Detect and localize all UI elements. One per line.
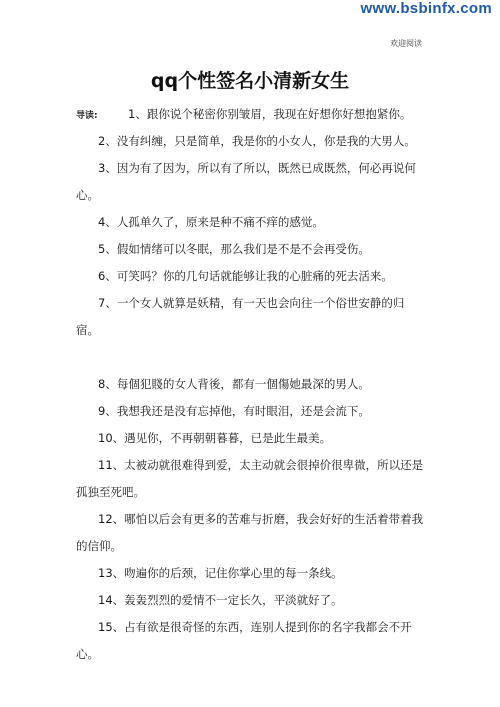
list-item: 3、因为有了因为，所以有了所以，既然已成既然，何必再说何心。 — [76, 161, 416, 202]
list-item: 13、吻遍你的后颈，记住你掌心里的每一条线。 — [98, 566, 343, 580]
list-item: 6、可笑吗？你的几句话就能够让我的心脏痛的死去活来。 — [98, 269, 393, 283]
list-item: 14、轰轰烈烈的爱情不一定长久，平淡就好了。 — [98, 593, 343, 607]
list-item: 7、一个女人就算是妖精，有一天也会向往一个俗世安静的归宿。 — [76, 296, 405, 337]
list-item: 10、遇见你，不再朝朝暮暮，已是此生最美。 — [98, 431, 332, 445]
list-item: 11、太被动就很难得到爱，太主动就会很掉价很卑微，所以还是孤独至死吧。 — [76, 458, 424, 499]
spacer — [76, 344, 426, 371]
list-item: 9、我想我还是没有忘掉他，有时眼泪，还是会流下。 — [98, 404, 370, 418]
list-item: 1、跟你说个秘密你别皱眉，我现在好想你好想抱紧你。 — [128, 107, 412, 121]
signature-list — [76, 101, 426, 668]
list-item: 4、人孤单久了，原来是种不痛不痒的感觉。 — [98, 215, 324, 229]
site-url-watermark: www.bsbinfx.com — [360, 0, 492, 17]
list-item: 12、哪怕以后会有更多的苦难与折磨，我会好好的生活着带着我的信仰。 — [76, 512, 424, 553]
intro-label: 导读: — [76, 111, 98, 121]
list-item: 8、每個犯賤的女人背後，都有一個傷她最深的男人。 — [98, 377, 370, 391]
list-item: 15、占有欲是很奇怪的东西，连别人提到你的名字我都会不开心。 — [76, 620, 412, 661]
list-item: 2、没有纠缠，只是简单，我是你的小女人，你是我的大男人。 — [98, 134, 416, 148]
list-item: 5、假如情绪可以冬眠，那么我们是不是不会再受伤。 — [98, 242, 370, 256]
welcome-text: 欢迎阅读 — [390, 39, 422, 48]
page-title: qq个性签名小清新女生 — [150, 70, 350, 92]
